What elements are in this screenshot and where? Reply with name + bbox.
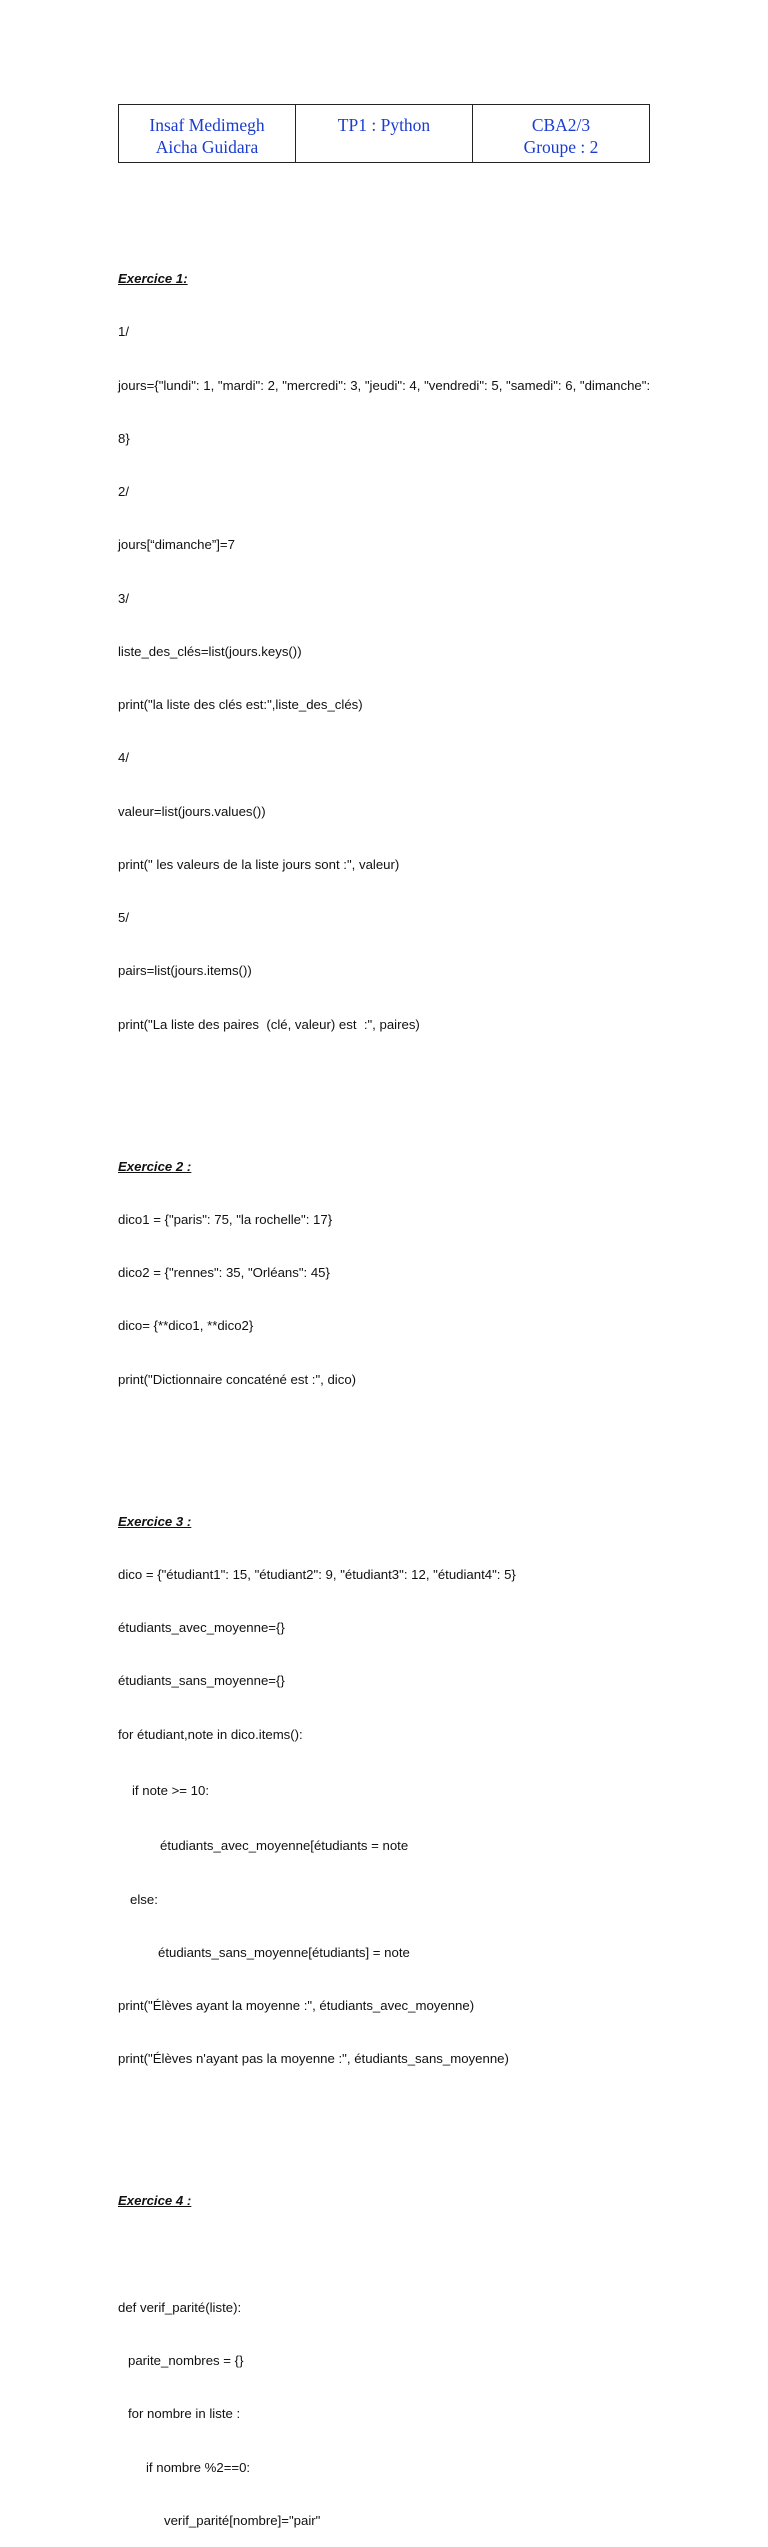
code-line: if note >= 10: xyxy=(132,1782,209,1798)
code-line: print("Élèves n'ayant pas la moyenne :", étudiants_sans_moyenne) xyxy=(118,2051,509,2067)
exercise-3-heading: Exercice 3 : xyxy=(118,1513,192,1529)
code-line: 1/ xyxy=(118,324,129,340)
code-line: print("Dictionnaire concaténé est :", dico) xyxy=(118,1371,357,1387)
code-line: print("la liste des clés est:",liste_des_clés) xyxy=(118,697,363,712)
authors-cell xyxy=(119,105,296,163)
code-line: 2/ xyxy=(118,484,129,499)
code-line: if nombre %2==0: xyxy=(146,2459,251,2475)
group-name: Groupe : 2 xyxy=(523,137,599,157)
code-line: étudiants_avec_moyenne={} xyxy=(118,1620,285,1635)
code-line: étudiants_sans_moyenne={} xyxy=(118,1673,285,1689)
document-body xyxy=(118,199,678,2547)
code-line: étudiants_avec_moyenne[étudiants = note xyxy=(160,1838,409,1854)
subject-title: TP1 : Python xyxy=(337,115,431,135)
exercise-1-heading: Exercice 1: xyxy=(118,271,188,286)
code-line: print(" les valeurs de la liste jours sont :", valeur) xyxy=(118,856,400,872)
spacer xyxy=(118,2104,678,2122)
code-line: print("La liste des paires (clé, valeur) est :", paires) xyxy=(118,1016,420,1032)
code-line: jours[“dimanche”]=7 xyxy=(118,537,235,553)
code-line: for nombre in liste : xyxy=(128,2406,241,2422)
code-line: else: xyxy=(130,1891,158,1907)
header-table xyxy=(118,104,650,163)
code-line: jours={"lundi": 1, "mardi": 2, "mercredi": 3, "jeudi": 4, "vendredi": 5, "samedi": 6, "dimanche": xyxy=(118,377,651,393)
spacer xyxy=(118,1069,678,1087)
code-line: liste_des_clés=list(jours.keys()) xyxy=(118,643,302,659)
code-line: valeur=list(jours.values()) xyxy=(118,803,266,819)
spacer xyxy=(118,2246,678,2264)
code-line: def verif_parité(liste): xyxy=(118,2299,242,2315)
exercise-2-heading: Exercice 2 : xyxy=(118,1158,192,1174)
author-name: Insaf Medimegh xyxy=(149,115,265,135)
code-line: 4/ xyxy=(118,750,129,766)
subject-cell xyxy=(296,105,473,163)
code-line: dico = {"étudiant1": 15, "étudiant2": 9, "étudiant3": 12, "étudiant4": 5} xyxy=(118,1566,516,1582)
author-name: Aicha Guidara xyxy=(155,137,259,157)
spacer xyxy=(118,1424,678,1442)
code-line: dico= {**dico1, **dico2} xyxy=(118,1318,254,1334)
code-line: 5/ xyxy=(118,910,129,925)
code-line: étudiants_sans_moyenne[étudiants] = note xyxy=(158,1944,410,1960)
code-line: dico2 = {"rennes": 35, "Orléans": 45} xyxy=(118,1265,330,1280)
class-name: CBA2/3 xyxy=(531,115,591,135)
class-cell xyxy=(473,105,650,163)
code-line: for étudiant,note in dico.items(): xyxy=(118,1726,303,1742)
code-line: 3/ xyxy=(118,590,129,606)
code-line: print("Élèves ayant la moyenne :", étudiants_avec_moyenne) xyxy=(118,1998,475,2013)
code-line: verif_parité[nombre]="pair" xyxy=(164,2512,321,2528)
exercise-4-heading: Exercice 4 : xyxy=(118,2193,192,2209)
code-line: pairs=list(jours.items()) xyxy=(118,963,252,979)
code-line: 8} xyxy=(118,430,130,446)
code-line: dico1 = {"paris": 75, "la rochelle": 17} xyxy=(118,1211,333,1227)
code-line: parite_nombres = {} xyxy=(128,2353,244,2368)
